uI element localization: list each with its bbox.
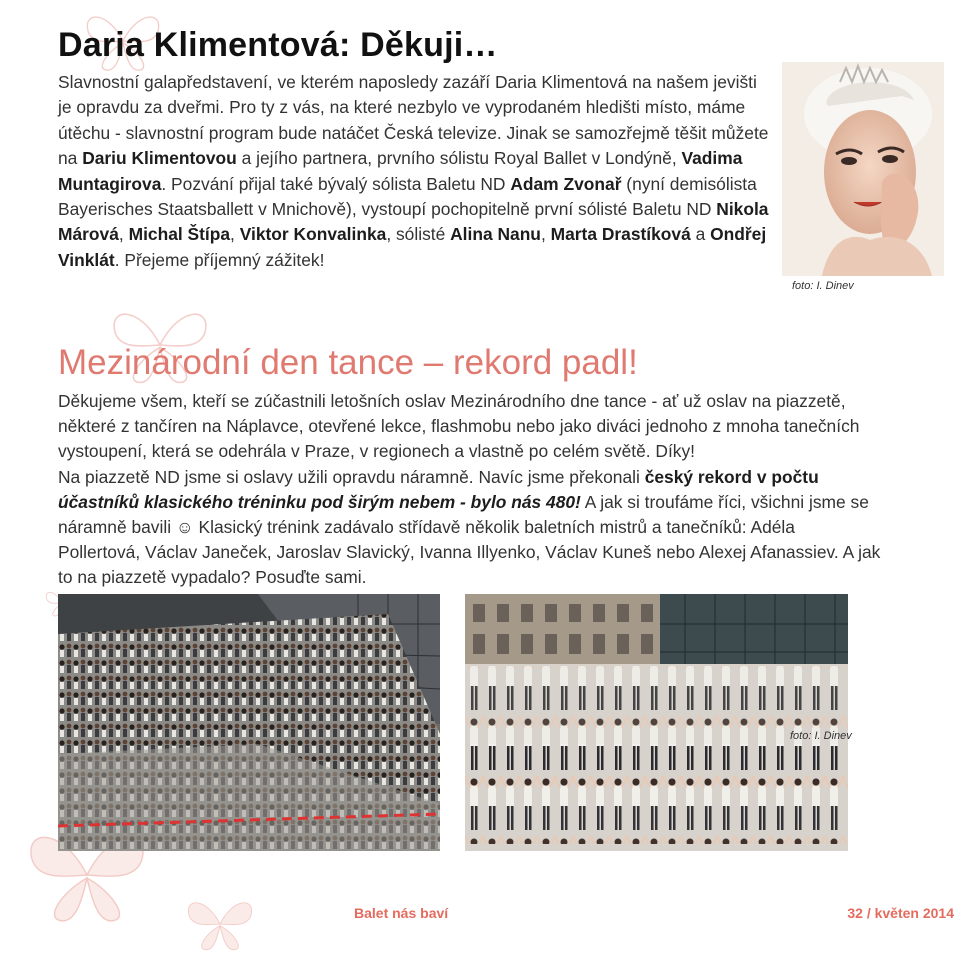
body-text: Děkujeme všem, kteří se zúčastnili letošních oslav Mezinárodního dne tance - ať už oslav na piazzetě, bbox=[58, 391, 846, 411]
body-text: Na piazzetě ND jsme si oslavy užili opravdu náramně. Navíc jsme překonali bbox=[58, 466, 645, 487]
body-text: , bbox=[118, 224, 129, 245]
body-text: náramně bavili ☺ Klasický trénink zadávalo střídavě několik baletních mistrů a tanečníků: Adéla bbox=[58, 517, 795, 538]
record-highlight: účastníků klasického tréninku pod širým nebem - bylo nás 480! bbox=[58, 491, 581, 512]
body-text: Pollertová, Václav Janeček, Jaroslav Slavický, Ivanna Illyenko, Václav Kuneš nebo Alexej Afanassiev. A jak bbox=[58, 542, 881, 563]
highlight-name: Michal Štípa bbox=[128, 224, 231, 245]
body-line bbox=[58, 465, 938, 490]
body-text: . Přejeme příjemný zážitek! bbox=[114, 249, 325, 270]
body-line bbox=[58, 490, 938, 515]
highlight-name: Dariu Klimentovou bbox=[82, 148, 237, 169]
body-text: A jak si troufáme říci, všichni jsme se bbox=[580, 491, 869, 512]
body-text: a bbox=[690, 224, 711, 245]
record-highlight: český rekord v počtu bbox=[644, 466, 819, 487]
highlight-name: Viktor Konvalinka bbox=[239, 224, 387, 245]
photo-caption: foto: I. Dinev bbox=[792, 280, 854, 292]
highlight-name: Ondřej Vinklát bbox=[58, 224, 767, 270]
footer-page-number: 32 / květen 2014 bbox=[847, 905, 954, 921]
highlight-name: Marta Drastíková bbox=[550, 224, 691, 245]
body-text: , sólisté bbox=[386, 224, 451, 245]
butterfly-decoration-icon bbox=[180, 893, 260, 955]
body-text: vystoupení, která se odehrála v Praze, v regionech a vlastně po celém světě. Díky! bbox=[58, 441, 696, 462]
section-title: Mezinárodní den tance – rekord padl! bbox=[58, 343, 638, 382]
article-title: Daria Klimentová: Děkuji… bbox=[58, 26, 498, 64]
body-text: , bbox=[540, 224, 551, 245]
event-photo-crowd bbox=[58, 594, 440, 851]
article-body bbox=[58, 389, 938, 591]
body-text: to na piazzetě vypadalo? Posuďte sami. bbox=[58, 567, 367, 588]
body-text: . Pozvání přijal také bývalý sólista Baletu ND bbox=[161, 173, 511, 194]
body-text: , bbox=[230, 224, 240, 245]
highlight-name: Alina Nanu bbox=[450, 224, 541, 245]
body-text: Slavnostní galapředstavení, ve kterém naposledy zazáří Daria Klimentová na našem jevišti je opravdu za dveřmi. Pro ty z vás, na které nezbylo ve vyprodaném hledišti místo, máme útěchu - slavnostní program bude natáčet Česká televize. Jinak se samozřejmě těšit můžete na bbox=[58, 72, 769, 169]
highlight-name: Adam Zvonař bbox=[510, 173, 622, 194]
body-text: a jejího partnera, prvního sólistu Royal Ballet v Londýně, bbox=[236, 148, 682, 169]
event-photo-piazzetta bbox=[465, 594, 848, 851]
photo-caption: foto: I. Dinev bbox=[790, 730, 852, 742]
article-body bbox=[58, 70, 770, 273]
body-text: některé z tančíren na Náplavce, otevřené lekce, flashmobu nebo jako diváci jednoho z mnoha tanečních bbox=[58, 416, 860, 437]
highlight-name: Nikola Márová bbox=[58, 199, 769, 245]
footer-magazine-name: Balet nás baví bbox=[354, 905, 449, 921]
dancer-portrait-photo bbox=[782, 62, 944, 276]
body-text: (nyní demisólista Bayerisches Staatsballett v Mnichově), vystoupí pochopitelně první sólisté Baletu ND bbox=[58, 173, 757, 220]
highlight-name: Vadima Muntagirova bbox=[58, 148, 743, 194]
